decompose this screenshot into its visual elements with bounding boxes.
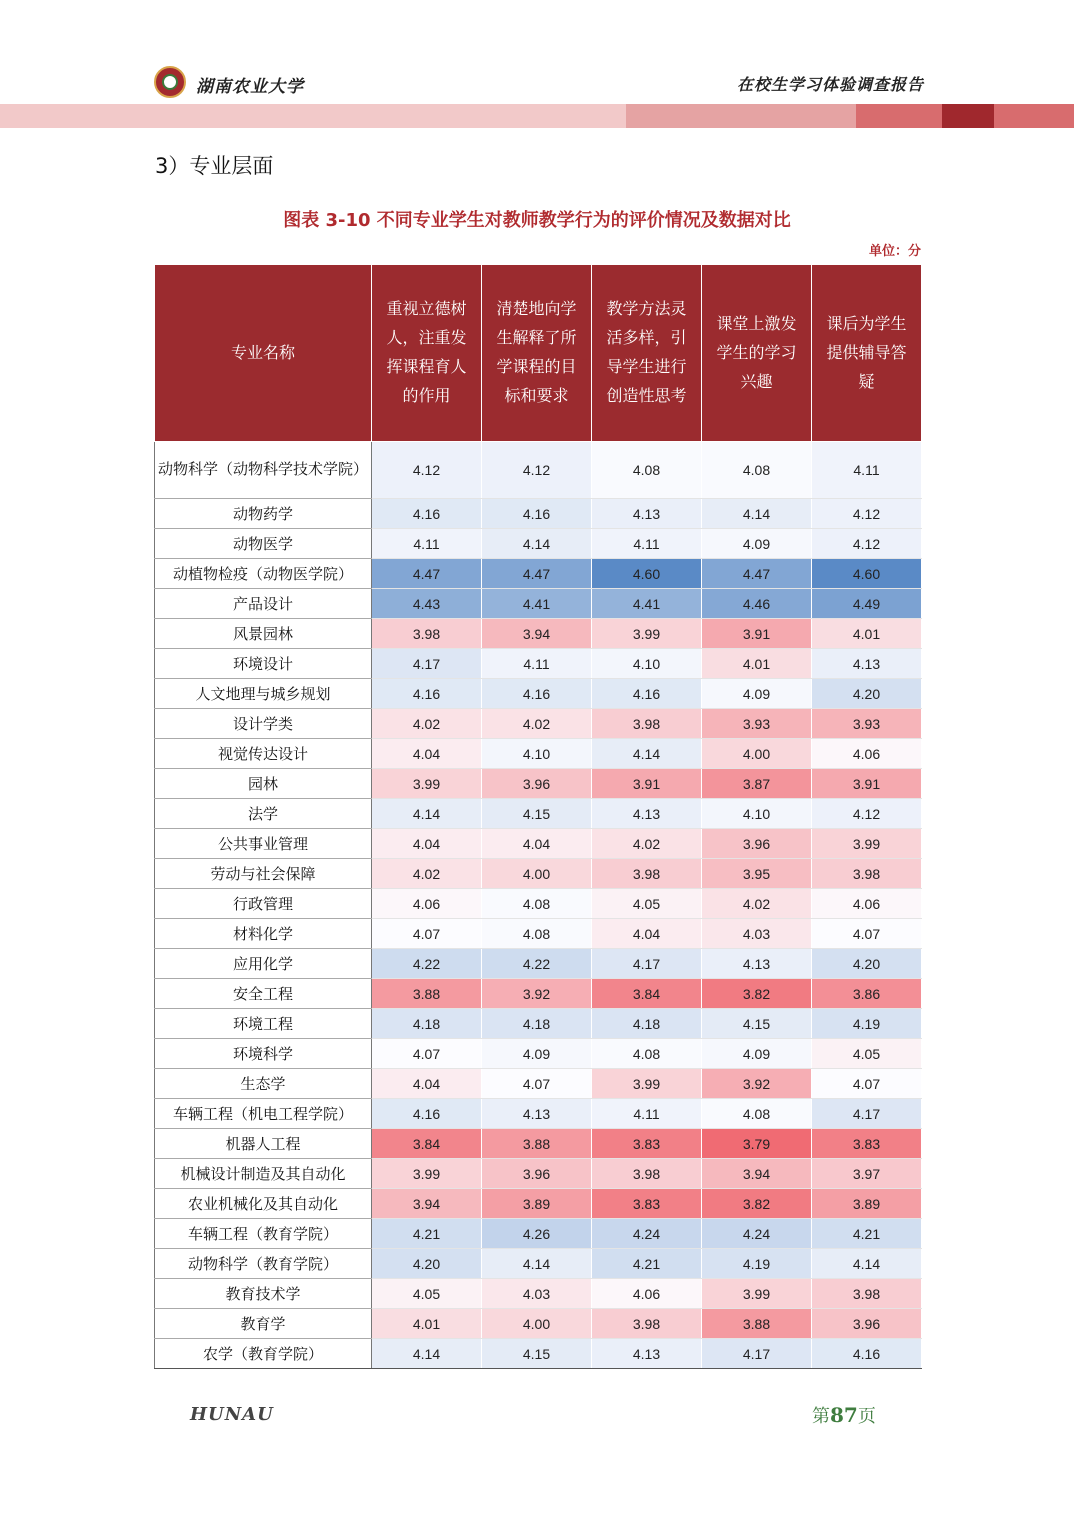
score-cell: 4.13 [482, 1099, 592, 1129]
score-cell: 4.09 [702, 679, 812, 709]
major-name-cell: 风景园林 [155, 619, 372, 649]
score-cell: 4.01 [372, 1309, 482, 1339]
table-row [155, 1249, 922, 1279]
score-cell: 4.22 [482, 949, 592, 979]
color-bar-segment [942, 104, 994, 128]
evaluation-table [154, 264, 922, 1369]
score-cell: 3.91 [702, 619, 812, 649]
score-cell: 4.01 [702, 649, 812, 679]
score-cell: 4.09 [702, 1039, 812, 1069]
score-cell: 4.18 [592, 1009, 702, 1039]
score-cell: 3.91 [592, 769, 702, 799]
score-cell: 4.15 [702, 1009, 812, 1039]
score-cell: 4.07 [812, 919, 922, 949]
score-cell: 3.98 [372, 619, 482, 649]
score-cell: 3.89 [812, 1189, 922, 1219]
score-cell: 3.99 [592, 1069, 702, 1099]
major-name-cell: 视觉传达设计 [155, 739, 372, 769]
score-cell: 4.02 [372, 859, 482, 889]
score-cell: 4.41 [592, 589, 702, 619]
major-name-cell: 环境科学 [155, 1039, 372, 1069]
major-name-cell: 动物药学 [155, 499, 372, 529]
score-cell: 3.79 [702, 1129, 812, 1159]
major-name-cell: 应用化学 [155, 949, 372, 979]
score-cell: 3.92 [482, 979, 592, 1009]
score-cell: 4.00 [482, 1309, 592, 1339]
major-name-cell: 人文地理与城乡规划 [155, 679, 372, 709]
column-header-major: 专业名称 [155, 265, 372, 442]
score-cell: 3.94 [482, 619, 592, 649]
figure-caption: 图表 3-10 不同专业学生对教师教学行为的评价情况及数据对比 [283, 210, 791, 231]
score-cell: 4.47 [702, 559, 812, 589]
score-cell: 4.18 [482, 1009, 592, 1039]
score-cell: 4.20 [812, 679, 922, 709]
score-cell: 4.02 [482, 709, 592, 739]
score-cell: 4.12 [812, 799, 922, 829]
column-header-after-class-tutoring: 课后为学生提供辅导答疑 [812, 265, 922, 442]
score-cell: 3.91 [812, 769, 922, 799]
score-cell: 4.13 [702, 949, 812, 979]
score-cell: 3.83 [592, 1129, 702, 1159]
score-cell: 4.21 [812, 1219, 922, 1249]
table-row [155, 709, 922, 739]
color-bar-segment [626, 104, 856, 128]
major-name-cell: 园林 [155, 769, 372, 799]
table-row [155, 619, 922, 649]
table-row [155, 442, 922, 499]
score-cell: 4.13 [592, 799, 702, 829]
column-header-teaching-methods: 教学方法灵活多样，引导学生进行创造性思考 [592, 265, 702, 442]
score-cell: 4.12 [812, 499, 922, 529]
score-cell: 4.11 [372, 529, 482, 559]
table-row [155, 499, 922, 529]
score-cell: 4.11 [482, 649, 592, 679]
score-cell: 4.16 [482, 499, 592, 529]
score-cell: 3.83 [812, 1129, 922, 1159]
score-cell: 4.14 [482, 1249, 592, 1279]
major-name-cell: 车辆工程（机电工程学院） [155, 1099, 372, 1129]
score-cell: 3.94 [702, 1159, 812, 1189]
score-cell: 3.99 [372, 1159, 482, 1189]
table-row [155, 859, 922, 889]
score-cell: 3.86 [812, 979, 922, 1009]
table-header-row [155, 265, 922, 442]
score-cell: 4.00 [482, 859, 592, 889]
score-cell: 3.96 [812, 1309, 922, 1339]
score-cell: 4.17 [702, 1339, 812, 1369]
score-cell: 4.05 [592, 889, 702, 919]
score-cell: 4.14 [372, 799, 482, 829]
score-cell: 3.82 [702, 1189, 812, 1219]
major-name-cell: 安全工程 [155, 979, 372, 1009]
table-row [155, 589, 922, 619]
score-cell: 4.46 [702, 589, 812, 619]
score-cell: 3.93 [702, 709, 812, 739]
table-row [155, 1339, 922, 1369]
score-cell: 4.15 [482, 799, 592, 829]
table-row [155, 979, 922, 1009]
score-cell: 4.03 [702, 919, 812, 949]
table-row [155, 1099, 922, 1129]
score-cell: 3.98 [592, 1309, 702, 1339]
score-cell: 4.08 [592, 442, 702, 499]
score-cell: 4.20 [812, 949, 922, 979]
table-row [155, 1129, 922, 1159]
score-cell: 4.14 [372, 1339, 482, 1369]
score-cell: 3.96 [482, 769, 592, 799]
university-logo-icon [154, 66, 186, 98]
score-cell: 4.10 [592, 649, 702, 679]
score-cell: 3.97 [812, 1159, 922, 1189]
color-bar-segment [856, 104, 942, 128]
table-body [155, 442, 922, 1369]
score-cell: 4.08 [482, 889, 592, 919]
major-name-cell: 动物科学（教育学院） [155, 1249, 372, 1279]
score-cell: 4.07 [482, 1069, 592, 1099]
score-cell: 3.99 [702, 1279, 812, 1309]
table-row [155, 829, 922, 859]
major-name-cell: 机器人工程 [155, 1129, 372, 1159]
score-cell: 4.09 [702, 529, 812, 559]
color-bar-segment [0, 104, 626, 128]
section-title: 3）专业层面 [155, 154, 274, 178]
table-row [155, 1009, 922, 1039]
score-cell: 4.20 [372, 1249, 482, 1279]
score-cell: 4.26 [482, 1219, 592, 1249]
score-cell: 4.08 [702, 1099, 812, 1129]
table-row [155, 919, 922, 949]
score-cell: 4.01 [812, 619, 922, 649]
score-cell: 4.10 [702, 799, 812, 829]
score-cell: 4.04 [372, 829, 482, 859]
major-name-cell: 劳动与社会保障 [155, 859, 372, 889]
table-row [155, 1069, 922, 1099]
major-name-cell: 公共事业管理 [155, 829, 372, 859]
score-cell: 4.11 [812, 442, 922, 499]
score-cell: 3.88 [372, 979, 482, 1009]
university-name: 湖南农业大学 [196, 77, 304, 97]
footer-logo: HUNAU [190, 1404, 274, 1425]
score-cell: 4.07 [812, 1069, 922, 1099]
score-cell: 4.47 [372, 559, 482, 589]
score-cell: 3.87 [702, 769, 812, 799]
table-row [155, 769, 922, 799]
major-name-cell: 产品设计 [155, 589, 372, 619]
page-suffix: 页 [857, 1406, 876, 1427]
score-cell: 4.13 [812, 649, 922, 679]
score-cell: 4.14 [812, 1249, 922, 1279]
score-cell: 4.12 [372, 442, 482, 499]
score-cell: 4.22 [372, 949, 482, 979]
score-cell: 4.11 [592, 529, 702, 559]
score-cell: 4.17 [592, 949, 702, 979]
color-bar-segment [994, 104, 1074, 128]
score-cell: 4.04 [372, 739, 482, 769]
table-row [155, 559, 922, 589]
score-cell: 4.07 [372, 919, 482, 949]
score-cell: 3.96 [702, 829, 812, 859]
score-cell: 4.02 [592, 829, 702, 859]
score-cell: 3.82 [702, 979, 812, 1009]
score-cell: 4.47 [482, 559, 592, 589]
score-cell: 4.16 [482, 679, 592, 709]
report-title: 在校生学习体验调查报告 [736, 75, 924, 94]
score-cell: 4.49 [812, 589, 922, 619]
score-cell: 3.98 [812, 859, 922, 889]
score-cell: 3.83 [592, 1189, 702, 1219]
major-name-cell: 法学 [155, 799, 372, 829]
score-cell: 4.06 [592, 1279, 702, 1309]
score-cell: 4.00 [702, 739, 812, 769]
score-cell: 4.21 [372, 1219, 482, 1249]
score-cell: 4.12 [482, 442, 592, 499]
score-cell: 4.19 [702, 1249, 812, 1279]
table-row [155, 889, 922, 919]
major-name-cell: 农学（教育学院） [155, 1339, 372, 1369]
score-cell: 3.99 [812, 829, 922, 859]
score-cell: 4.43 [372, 589, 482, 619]
score-cell: 4.19 [812, 1009, 922, 1039]
score-cell: 4.13 [592, 499, 702, 529]
score-cell: 3.89 [482, 1189, 592, 1219]
score-cell: 4.17 [812, 1099, 922, 1129]
score-cell: 4.08 [482, 919, 592, 949]
column-header-moral-education: 重视立德树人，注重发挥课程育人的作用 [372, 265, 482, 442]
table-row [155, 1039, 922, 1069]
score-cell: 4.16 [812, 1339, 922, 1369]
score-cell: 4.10 [482, 739, 592, 769]
table-row [155, 1279, 922, 1309]
score-cell: 4.21 [592, 1249, 702, 1279]
page-number [812, 1402, 876, 1428]
major-name-cell: 动物医学 [155, 529, 372, 559]
table-row [155, 739, 922, 769]
score-cell: 4.04 [482, 829, 592, 859]
major-name-cell: 教育技术学 [155, 1279, 372, 1309]
score-cell: 3.84 [372, 1129, 482, 1159]
score-cell: 4.06 [812, 739, 922, 769]
score-cell: 4.24 [702, 1219, 812, 1249]
score-cell: 3.93 [812, 709, 922, 739]
score-cell: 4.04 [372, 1069, 482, 1099]
score-cell: 4.08 [592, 1039, 702, 1069]
table-row [155, 529, 922, 559]
unit-label: 单位：分 [868, 244, 921, 259]
table-row [155, 949, 922, 979]
score-cell: 3.98 [592, 1159, 702, 1189]
major-name-cell: 机械设计制造及其自动化 [155, 1159, 372, 1189]
major-name-cell: 教育学 [155, 1309, 372, 1339]
page-number-value: 87 [830, 1403, 858, 1427]
major-name-cell: 生态学 [155, 1069, 372, 1099]
table-row [155, 1309, 922, 1339]
score-cell: 3.84 [592, 979, 702, 1009]
score-cell: 4.05 [372, 1279, 482, 1309]
table-row [155, 1159, 922, 1189]
score-cell: 3.95 [702, 859, 812, 889]
score-cell: 4.60 [812, 559, 922, 589]
score-cell: 4.15 [482, 1339, 592, 1369]
score-cell: 4.05 [812, 1039, 922, 1069]
major-name-cell: 环境工程 [155, 1009, 372, 1039]
score-cell: 4.06 [372, 889, 482, 919]
score-cell: 3.99 [372, 769, 482, 799]
score-cell: 4.16 [372, 1099, 482, 1129]
score-cell: 4.60 [592, 559, 702, 589]
column-header-course-goals: 清楚地向学生解释了所学课程的目标和要求 [482, 265, 592, 442]
score-cell: 3.88 [482, 1129, 592, 1159]
score-cell: 4.14 [592, 739, 702, 769]
major-name-cell: 动物科学（动物科学技术学院） [155, 442, 372, 499]
score-cell: 3.98 [592, 859, 702, 889]
score-cell: 4.08 [702, 442, 812, 499]
score-cell: 4.16 [372, 679, 482, 709]
score-cell: 3.98 [812, 1279, 922, 1309]
score-cell: 4.16 [592, 679, 702, 709]
score-cell: 4.06 [812, 889, 922, 919]
table-row [155, 1219, 922, 1249]
score-cell: 4.14 [482, 529, 592, 559]
major-name-cell: 材料化学 [155, 919, 372, 949]
score-cell: 4.41 [482, 589, 592, 619]
table-row [155, 679, 922, 709]
page-header [0, 0, 1074, 104]
score-cell: 4.02 [702, 889, 812, 919]
score-cell: 3.88 [702, 1309, 812, 1339]
score-cell: 3.96 [482, 1159, 592, 1189]
major-name-cell: 环境设计 [155, 649, 372, 679]
score-cell: 3.92 [702, 1069, 812, 1099]
score-cell: 4.14 [702, 499, 812, 529]
score-cell: 4.16 [372, 499, 482, 529]
major-name-cell: 行政管理 [155, 889, 372, 919]
score-cell: 4.24 [592, 1219, 702, 1249]
score-cell: 4.18 [372, 1009, 482, 1039]
score-cell: 4.04 [592, 919, 702, 949]
major-name-cell: 设计学类 [155, 709, 372, 739]
score-cell: 4.12 [812, 529, 922, 559]
table-row [155, 1189, 922, 1219]
major-name-cell: 动植物检疫（动物医学院） [155, 559, 372, 589]
score-cell: 4.11 [592, 1099, 702, 1129]
score-cell: 3.94 [372, 1189, 482, 1219]
major-name-cell: 农业机械化及其自动化 [155, 1189, 372, 1219]
score-cell: 4.17 [372, 649, 482, 679]
score-cell: 4.09 [482, 1039, 592, 1069]
score-cell: 3.98 [592, 709, 702, 739]
score-cell: 4.13 [592, 1339, 702, 1369]
table-row [155, 799, 922, 829]
page-prefix: 第 [812, 1406, 830, 1427]
column-header-learning-interest: 课堂上激发学生的学习兴趣 [702, 265, 812, 442]
table-row [155, 649, 922, 679]
major-name-cell: 车辆工程（教育学院） [155, 1219, 372, 1249]
score-cell: 4.03 [482, 1279, 592, 1309]
score-cell: 4.07 [372, 1039, 482, 1069]
score-cell: 3.99 [592, 619, 702, 649]
score-cell: 4.02 [372, 709, 482, 739]
